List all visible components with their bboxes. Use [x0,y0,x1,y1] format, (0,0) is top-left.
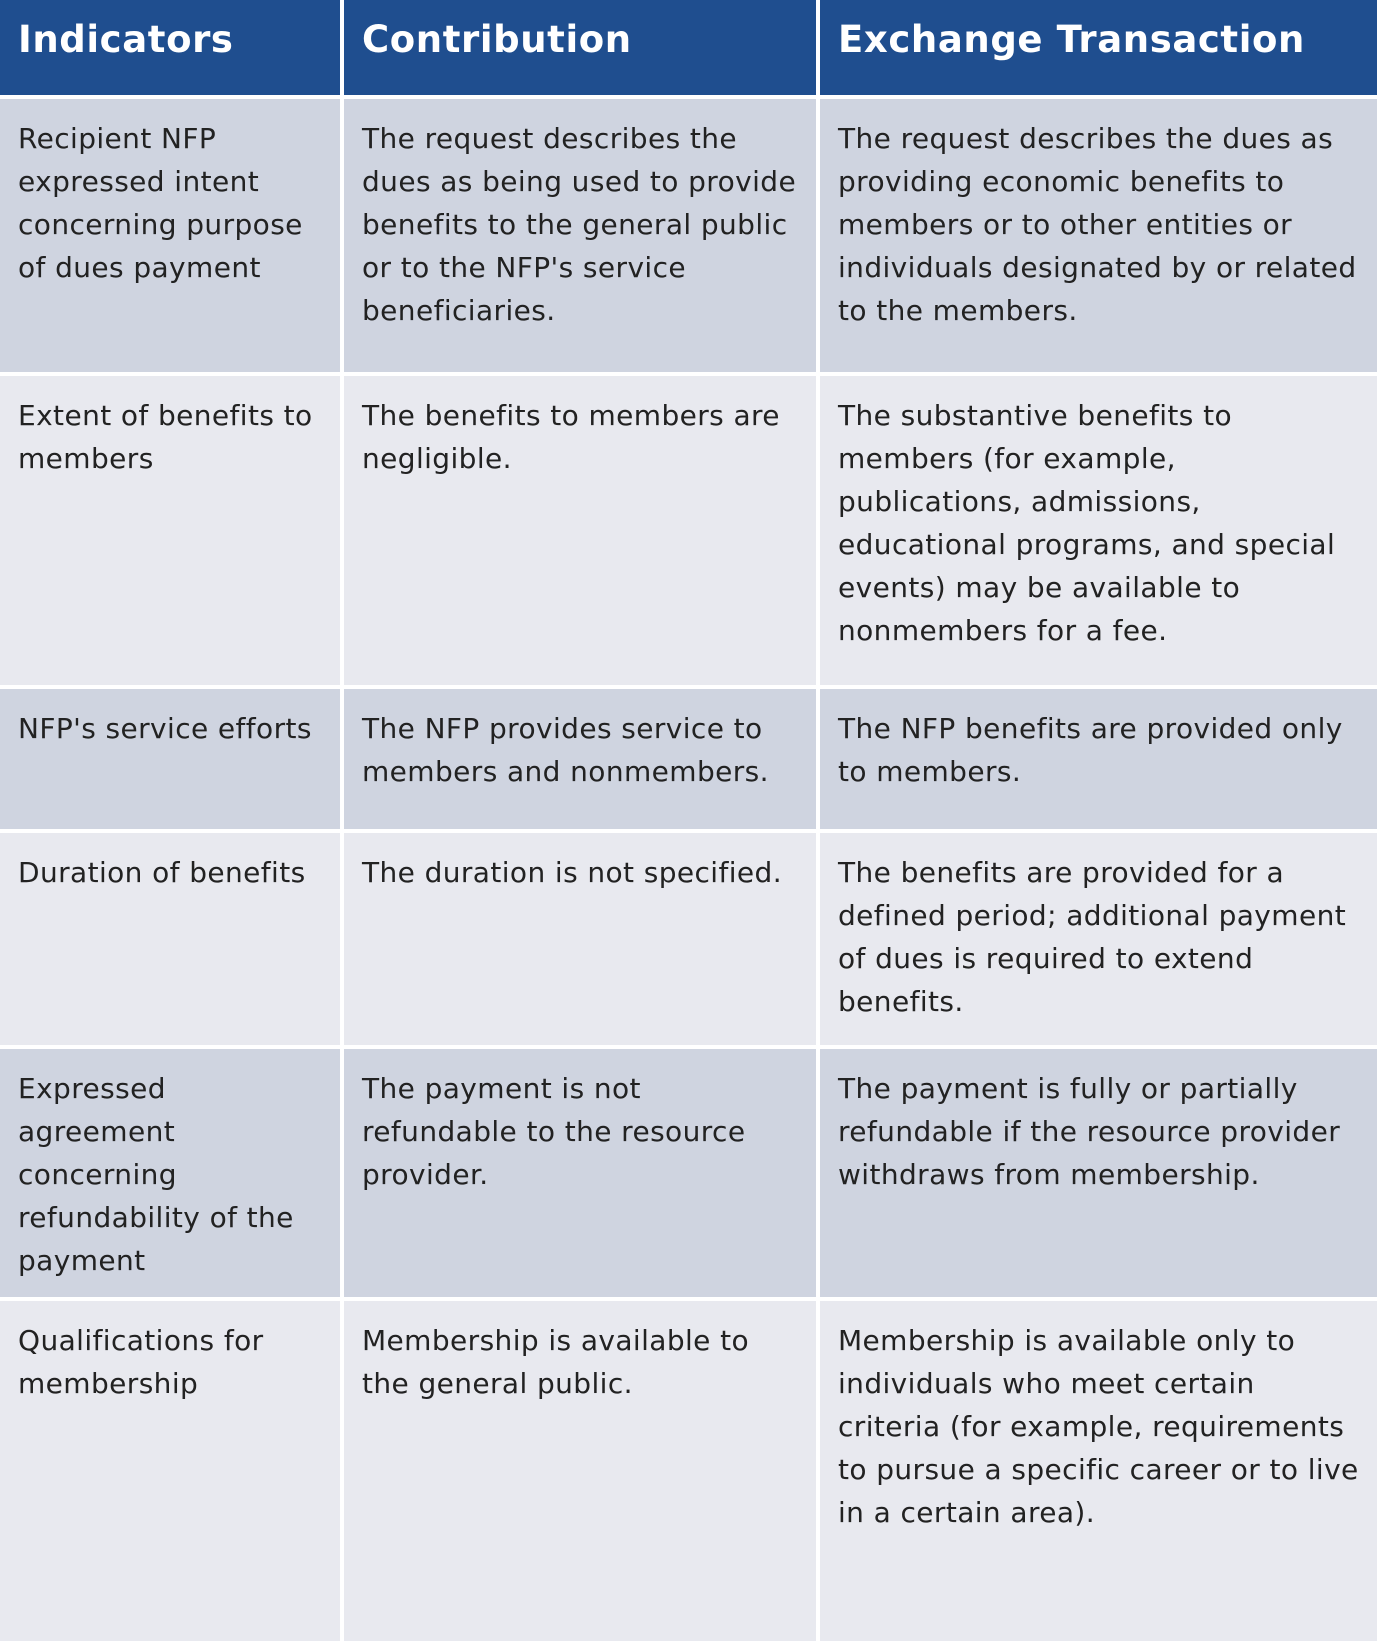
indicator-cell: Extent of benefits to members [0,376,340,685]
indicator-cell: Qualifications for membership [0,1301,340,1641]
header-contribution: Contribution [344,0,816,95]
table-row [0,1049,1381,1297]
contribution-cell: The duration is not specified. [344,833,816,1045]
contribution-cell: The payment is not refundable to the resource provider. [344,1049,816,1297]
indicator-cell: NFP's service efforts [0,689,340,829]
contribution-cell: Membership is available to the general public. [344,1301,816,1641]
exchange-cell: The NFP benefits are provided only to members. [820,689,1377,829]
table-row [0,689,1381,829]
exchange-cell: Membership is available only to individuals who meet certain criteria (for example, requirements to pursue a specific career or to live in a certain area). [820,1301,1377,1641]
table-row [0,99,1381,372]
header-indicators: Indicators [0,0,340,95]
table-row [0,833,1381,1045]
exchange-cell: The substantive benefits to members (for example, publications, admissions, educational programs, and special events) may be available to nonmembers for a fee. [820,376,1377,685]
exchange-cell: The payment is fully or partially refundable if the resource provider withdraws from membership. [820,1049,1377,1297]
indicator-cell: Expressed agreement concerning refundability of the payment [0,1049,340,1297]
table-header-row [0,0,1381,95]
table-row [0,376,1381,685]
contribution-cell: The request describes the dues as being used to provide benefits to the general public or to the NFP's service beneficiaries. [344,99,816,372]
contribution-cell: The benefits to members are negligible. [344,376,816,685]
exchange-cell: The request describes the dues as providing economic benefits to members or to other entities or individuals designated by or related to the members. [820,99,1377,372]
header-exchange-transaction: Exchange Transaction [820,0,1377,95]
table-row [0,1301,1381,1641]
indicator-cell: Recipient NFP expressed intent concerning purpose of dues payment [0,99,340,372]
indicator-cell: Duration of benefits [0,833,340,1045]
exchange-cell: The benefits are provided for a defined period; additional payment of dues is required to extend benefits. [820,833,1377,1045]
contribution-cell: The NFP provides service to members and nonmembers. [344,689,816,829]
